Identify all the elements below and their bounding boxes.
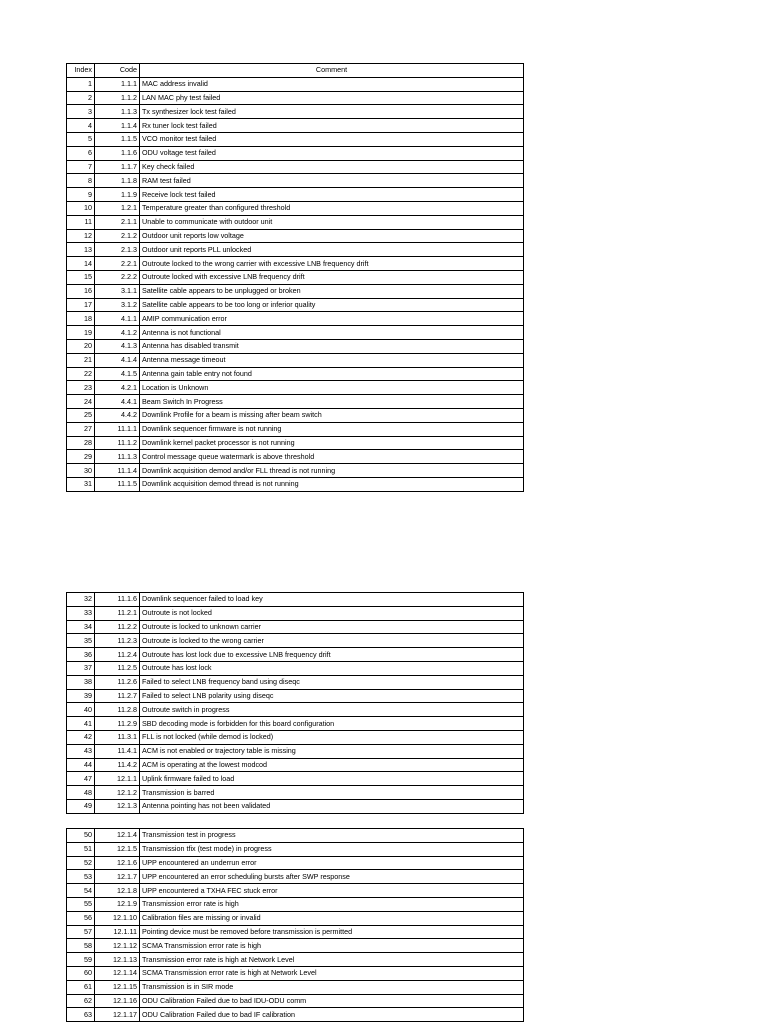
code-cell: 1.1.9 <box>95 188 140 202</box>
index-cell: 36 <box>67 648 95 662</box>
comment-cell: Outroute has lost lock <box>140 661 524 675</box>
code-cell: 1.1.6 <box>95 146 140 160</box>
comment-cell: RAM test failed <box>140 174 524 188</box>
code-cell: 12.1.10 <box>95 911 140 925</box>
index-cell: 61 <box>67 980 95 994</box>
index-cell: 14 <box>67 257 95 271</box>
code-cell: 12.1.9 <box>95 897 140 911</box>
table-row <box>67 77 524 91</box>
index-cell: 38 <box>67 675 95 689</box>
index-cell: 24 <box>67 395 95 409</box>
comment-cell: Antenna is not functional <box>140 326 524 340</box>
code-cell: 11.2.6 <box>95 675 140 689</box>
code-cell: 11.1.6 <box>95 593 140 607</box>
table-row <box>67 730 524 744</box>
index-cell: 41 <box>67 717 95 731</box>
code-cell: 1.1.5 <box>95 132 140 146</box>
index-cell: 51 <box>67 842 95 856</box>
comment-cell: VCO monitor test failed <box>140 132 524 146</box>
table-row <box>67 395 524 409</box>
table-row <box>67 201 524 215</box>
code-cell: 12.1.11 <box>95 925 140 939</box>
code-cell: 4.1.1 <box>95 312 140 326</box>
comment-cell: SCMA Transmission error rate is high at Network Level <box>140 966 524 980</box>
comment-cell: SCMA Transmission error rate is high <box>140 939 524 953</box>
index-cell: 4 <box>67 119 95 133</box>
code-cell: 12.1.17 <box>95 1008 140 1022</box>
code-cell: 1.1.2 <box>95 91 140 105</box>
index-cell: 21 <box>67 353 95 367</box>
table-row <box>67 856 524 870</box>
index-cell: 59 <box>67 953 95 967</box>
index-cell: 40 <box>67 703 95 717</box>
index-cell: 16 <box>67 284 95 298</box>
comment-cell: Calibration files are missing or invalid <box>140 911 524 925</box>
comment-cell: Antenna message timeout <box>140 353 524 367</box>
comment-cell: UPP encountered an error scheduling bursts after SWP response <box>140 870 524 884</box>
table-row <box>67 119 524 133</box>
code-cell: 4.1.5 <box>95 367 140 381</box>
code-cell: 12.1.7 <box>95 870 140 884</box>
table-row <box>67 215 524 229</box>
comment-cell: Antenna gain table entry not found <box>140 367 524 381</box>
table-row <box>67 312 524 326</box>
code-cell: 12.1.1 <box>95 772 140 786</box>
comment-cell: Satellite cable appears to be unplugged or broken <box>140 284 524 298</box>
table-row <box>67 367 524 381</box>
error-code-table-3 <box>66 828 524 1022</box>
index-cell: 30 <box>67 464 95 478</box>
comment-cell: Failed to select LNB polarity using diseqc <box>140 689 524 703</box>
comment-cell: Transmission is in SIR mode <box>140 980 524 994</box>
comment-cell: FLL is not locked (while demod is locked) <box>140 730 524 744</box>
table-row <box>67 842 524 856</box>
code-cell: 2.2.1 <box>95 257 140 271</box>
comment-cell: ACM is not enabled or trajectory table is missing <box>140 744 524 758</box>
code-cell: 11.2.9 <box>95 717 140 731</box>
index-cell: 20 <box>67 339 95 353</box>
table-row <box>67 464 524 478</box>
index-cell: 9 <box>67 188 95 202</box>
code-cell: 11.2.2 <box>95 620 140 634</box>
index-cell: 15 <box>67 270 95 284</box>
table-row <box>67 689 524 703</box>
index-cell: 27 <box>67 422 95 436</box>
table-row <box>67 953 524 967</box>
index-cell: 54 <box>67 884 95 898</box>
index-cell: 2 <box>67 91 95 105</box>
table-row <box>67 786 524 800</box>
comment-cell: Downlink sequencer failed to load key <box>140 593 524 607</box>
comment-cell: Transmission test in progress <box>140 829 524 843</box>
comment-cell: Outroute is locked to the wrong carrier <box>140 634 524 648</box>
index-cell: 8 <box>67 174 95 188</box>
table-row <box>67 884 524 898</box>
table-row <box>67 477 524 491</box>
index-cell: 33 <box>67 606 95 620</box>
code-cell: 11.4.2 <box>95 758 140 772</box>
code-cell: 4.1.4 <box>95 353 140 367</box>
code-cell: 11.2.8 <box>95 703 140 717</box>
comment-cell: Satellite cable appears to be too long or inferior quality <box>140 298 524 312</box>
comment-cell: Transmission error rate is high <box>140 897 524 911</box>
comment-cell: Key check failed <box>140 160 524 174</box>
index-cell: 49 <box>67 799 95 813</box>
table-row <box>67 174 524 188</box>
table-row <box>67 146 524 160</box>
index-cell: 11 <box>67 215 95 229</box>
index-cell: 29 <box>67 450 95 464</box>
code-cell: 2.1.2 <box>95 229 140 243</box>
index-cell: 35 <box>67 634 95 648</box>
code-cell: 12.1.4 <box>95 829 140 843</box>
code-cell: 11.1.2 <box>95 436 140 450</box>
code-cell: 11.4.1 <box>95 744 140 758</box>
table-row <box>67 772 524 786</box>
comment-cell: Tx synthesizer lock test failed <box>140 105 524 119</box>
table-row <box>67 661 524 675</box>
comment-cell: Antenna has disabled transmit <box>140 339 524 353</box>
comment-cell: Location is Unknown <box>140 381 524 395</box>
code-cell: 11.1.5 <box>95 477 140 491</box>
comment-cell: ODU voltage test failed <box>140 146 524 160</box>
index-cell: 32 <box>67 593 95 607</box>
table-row <box>67 326 524 340</box>
index-cell: 1 <box>67 77 95 91</box>
comment-cell: Transmission is barred <box>140 786 524 800</box>
comment-cell: Downlink acquisition demod and/or FLL thread is not running <box>140 464 524 478</box>
code-cell: 1.1.8 <box>95 174 140 188</box>
table-row <box>67 870 524 884</box>
comment-cell: Outdoor unit reports low voltage <box>140 229 524 243</box>
table-row <box>67 381 524 395</box>
index-cell: 23 <box>67 381 95 395</box>
code-cell: 4.2.1 <box>95 381 140 395</box>
code-cell: 1.2.1 <box>95 201 140 215</box>
table-row <box>67 606 524 620</box>
comment-cell: Temperature greater than configured threshold <box>140 201 524 215</box>
comment-cell: Receive lock test failed <box>140 188 524 202</box>
comment-cell: LAN MAC phy test failed <box>140 91 524 105</box>
comment-cell: Downlink acquisition demod thread is not running <box>140 477 524 491</box>
code-cell: 4.1.3 <box>95 339 140 353</box>
code-cell: 12.1.5 <box>95 842 140 856</box>
table-row <box>67 91 524 105</box>
index-cell: 52 <box>67 856 95 870</box>
table-row <box>67 436 524 450</box>
index-cell: 7 <box>67 160 95 174</box>
index-cell: 22 <box>67 367 95 381</box>
comment-cell: Transmission error rate is high at Network Level <box>140 953 524 967</box>
table-row <box>67 620 524 634</box>
code-cell: 11.2.5 <box>95 661 140 675</box>
comment-cell: UPP encountered a TXHA FEC stuck error <box>140 884 524 898</box>
code-cell: 12.1.12 <box>95 939 140 953</box>
comment-cell: Downlink Profile for a beam is missing after beam switch <box>140 408 524 422</box>
code-cell: 4.4.1 <box>95 395 140 409</box>
comment-cell: ODU Calibration Failed due to bad IF calibration <box>140 1008 524 1022</box>
code-cell: 12.1.15 <box>95 980 140 994</box>
index-cell: 63 <box>67 1008 95 1022</box>
table-row <box>67 257 524 271</box>
code-cell: 1.1.1 <box>95 77 140 91</box>
code-header: Code <box>95 64 140 78</box>
table-row <box>67 229 524 243</box>
table-row <box>67 925 524 939</box>
table-row <box>67 132 524 146</box>
comment-cell: Downlink kernel packet processor is not running <box>140 436 524 450</box>
index-header: Index <box>67 64 95 78</box>
code-cell: 1.1.4 <box>95 119 140 133</box>
comment-cell: Failed to select LNB frequency band using diseqc <box>140 675 524 689</box>
code-cell: 11.1.1 <box>95 422 140 436</box>
comment-cell: Transmission tfix (test mode) in progress <box>140 842 524 856</box>
error-code-table-2 <box>66 592 524 814</box>
index-cell: 3 <box>67 105 95 119</box>
code-cell: 12.1.6 <box>95 856 140 870</box>
comment-header: Comment <box>140 64 524 78</box>
comment-cell: Outdoor unit reports PLL unlocked <box>140 243 524 257</box>
comment-cell: Outroute locked to the wrong carrier with excessive LNB frequency drift <box>140 257 524 271</box>
comment-cell: Outroute locked with excessive LNB frequency drift <box>140 270 524 284</box>
table-row <box>67 298 524 312</box>
comment-cell: Outroute switch in progress <box>140 703 524 717</box>
code-cell: 11.2.1 <box>95 606 140 620</box>
table-row <box>67 188 524 202</box>
comment-cell: SBD decoding mode is forbidden for this board configuration <box>140 717 524 731</box>
comment-cell: Beam Switch In Progress <box>140 395 524 409</box>
comment-cell: ODU Calibration Failed due to bad IDU-ODU comm <box>140 994 524 1008</box>
code-cell: 2.1.1 <box>95 215 140 229</box>
code-cell: 11.3.1 <box>95 730 140 744</box>
comment-cell: AMIP communication error <box>140 312 524 326</box>
index-cell: 47 <box>67 772 95 786</box>
index-cell: 53 <box>67 870 95 884</box>
code-cell: 3.1.2 <box>95 298 140 312</box>
index-cell: 12 <box>67 229 95 243</box>
table-row <box>67 758 524 772</box>
index-cell: 10 <box>67 201 95 215</box>
index-cell: 28 <box>67 436 95 450</box>
code-cell: 3.1.1 <box>95 284 140 298</box>
index-cell: 18 <box>67 312 95 326</box>
table-row <box>67 408 524 422</box>
comment-cell: Unable to communicate with outdoor unit <box>140 215 524 229</box>
index-cell: 62 <box>67 994 95 1008</box>
table-row <box>67 105 524 119</box>
table-row <box>67 422 524 436</box>
table-header-row <box>67 64 524 78</box>
table-row <box>67 1008 524 1022</box>
index-cell: 50 <box>67 829 95 843</box>
table-row <box>67 284 524 298</box>
table-row <box>67 939 524 953</box>
comment-cell: Antenna pointing has not been validated <box>140 799 524 813</box>
comment-cell: Control message queue watermark is above threshold <box>140 450 524 464</box>
index-cell: 56 <box>67 911 95 925</box>
table-row <box>67 339 524 353</box>
index-cell: 5 <box>67 132 95 146</box>
index-cell: 43 <box>67 744 95 758</box>
table-row <box>67 243 524 257</box>
code-cell: 11.2.3 <box>95 634 140 648</box>
code-cell: 12.1.13 <box>95 953 140 967</box>
comment-cell: Downlink sequencer firmware is not running <box>140 422 524 436</box>
table-row <box>67 353 524 367</box>
comment-cell: UPP encountered an underrun error <box>140 856 524 870</box>
table-row <box>67 160 524 174</box>
table-row <box>67 270 524 284</box>
table-row <box>67 634 524 648</box>
index-cell: 58 <box>67 939 95 953</box>
code-cell: 12.1.16 <box>95 994 140 1008</box>
index-cell: 42 <box>67 730 95 744</box>
table-row <box>67 744 524 758</box>
code-cell: 12.1.8 <box>95 884 140 898</box>
code-cell: 1.1.3 <box>95 105 140 119</box>
comment-cell: Outroute has lost lock due to excessive LNB frequency drift <box>140 648 524 662</box>
comment-cell: Rx tuner lock test failed <box>140 119 524 133</box>
table-row <box>67 829 524 843</box>
index-cell: 6 <box>67 146 95 160</box>
code-cell: 11.2.4 <box>95 648 140 662</box>
table-row <box>67 980 524 994</box>
code-cell: 11.2.7 <box>95 689 140 703</box>
comment-cell: Outroute is locked to unknown carrier <box>140 620 524 634</box>
code-cell: 11.1.3 <box>95 450 140 464</box>
comment-cell: Outroute is not locked <box>140 606 524 620</box>
comment-cell: Uplink firmware failed to load <box>140 772 524 786</box>
table-row <box>67 994 524 1008</box>
code-cell: 12.1.3 <box>95 799 140 813</box>
index-cell: 31 <box>67 477 95 491</box>
code-cell: 12.1.2 <box>95 786 140 800</box>
code-cell: 12.1.14 <box>95 966 140 980</box>
code-cell: 11.1.4 <box>95 464 140 478</box>
index-cell: 48 <box>67 786 95 800</box>
code-cell: 4.1.2 <box>95 326 140 340</box>
table-row <box>67 897 524 911</box>
index-cell: 37 <box>67 661 95 675</box>
error-code-table-1 <box>66 63 524 492</box>
index-cell: 60 <box>67 966 95 980</box>
comment-cell: MAC address invalid <box>140 77 524 91</box>
table-row <box>67 593 524 607</box>
table-row <box>67 911 524 925</box>
index-cell: 17 <box>67 298 95 312</box>
code-cell: 2.2.2 <box>95 270 140 284</box>
table-row <box>67 703 524 717</box>
table-row <box>67 675 524 689</box>
index-cell: 39 <box>67 689 95 703</box>
index-cell: 44 <box>67 758 95 772</box>
index-cell: 13 <box>67 243 95 257</box>
comment-cell: Pointing device must be removed before transmission is permitted <box>140 925 524 939</box>
table-row <box>67 450 524 464</box>
index-cell: 25 <box>67 408 95 422</box>
table-row <box>67 966 524 980</box>
index-cell: 57 <box>67 925 95 939</box>
code-cell: 2.1.3 <box>95 243 140 257</box>
table-row <box>67 717 524 731</box>
index-cell: 55 <box>67 897 95 911</box>
table-row <box>67 799 524 813</box>
index-cell: 19 <box>67 326 95 340</box>
code-cell: 4.4.2 <box>95 408 140 422</box>
comment-cell: ACM is operating at the lowest modcod <box>140 758 524 772</box>
index-cell: 34 <box>67 620 95 634</box>
table-row <box>67 648 524 662</box>
code-cell: 1.1.7 <box>95 160 140 174</box>
